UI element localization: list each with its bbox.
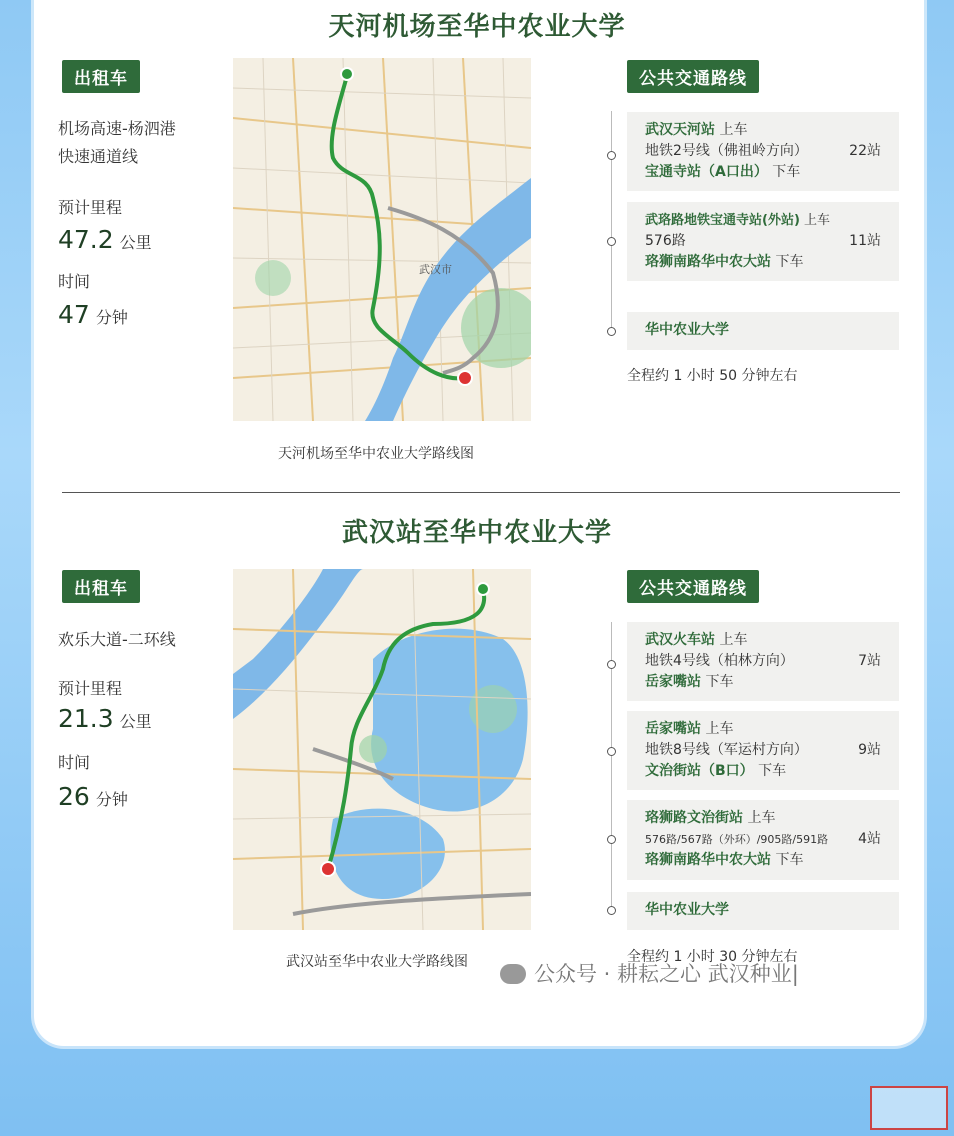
watermark [500,958,799,988]
step-alight-action: 下车 [775,852,804,868]
step-alight-action: 下车 [775,254,804,270]
step-alight-action: 下车 [705,674,734,690]
section2-transit-tag: 公共交通路线 [627,570,759,603]
step-board-action: 上车 [719,122,748,138]
step-alight-action: 下车 [772,164,801,180]
step-board: 武汉火车站 [645,632,715,648]
step-board-action: 上车 [747,810,776,826]
section2-distance-value: 21.3 [58,704,114,733]
section1-timeline-rail [611,111,612,331]
section1-distance-unit: 公里 [119,233,152,252]
section2-title: 武汉站至华中农业大学 [341,518,612,548]
section1-transit-tag: 公共交通路线 [627,60,759,93]
seal-logo [870,1086,948,1130]
step-count: 9站 [858,742,881,758]
section1-time-value: 47 [58,300,90,329]
watermark-text: 公众号 · 耕耘之心 武汉种业| [534,962,799,986]
step-count: 11站 [849,233,881,249]
section1-taxi-tag: 出租车 [62,60,140,93]
step-alight: 岳家嘴站 [645,674,701,690]
step-line: 576路 [645,233,686,249]
destination-name: 华中农业大学 [645,322,729,338]
section2-distance-unit: 公里 [119,712,152,731]
step-board-action: 上车 [705,721,734,737]
section2-transit-step-2 [627,711,899,790]
step-board: 珞狮路文治街站 [645,810,743,826]
step-alight: 珞狮南路华中农大站 [645,852,771,868]
section2-total-time: 全程约 1 小时 30 分钟左右 [627,949,798,965]
section2-step3-dot [607,835,616,844]
destination-name: 华中农业大学 [645,902,729,918]
step-count: 7站 [858,653,881,669]
step-alight: 珞狮南路华中农大站 [645,254,771,270]
section1-total-time: 全程约 1 小时 50 分钟左右 [627,368,798,384]
step-alight: 宝通寺站（A口出） [645,164,768,180]
map-label-wuhan: 武汉市 [419,263,452,276]
step-board: 岳家嘴站 [645,721,701,737]
step-board: 武珞路地铁宝通寺站(外站) [645,213,800,228]
section1-distance-label: 预计里程 [58,198,123,217]
step-count: 4站 [858,831,881,847]
section-divider [62,492,900,493]
section2-time-value: 26 [58,782,90,811]
section2-transit-step-1 [627,622,899,701]
section1-transit-step-2 [627,202,899,281]
step-board-action: 上车 [804,213,831,228]
step-alight: 文治街站（B口） [645,763,754,779]
section2-taxi-route-line1: 欢乐大道-二环线 [58,630,176,649]
section1-map-caption: 天河机场至华中农业大学路线图 [278,446,474,462]
section1-distance [58,225,152,254]
section1-step2-dot [607,237,616,246]
section1-step3-dot [607,327,616,336]
section1-transit-destination [627,312,899,350]
step-count: 22站 [849,143,881,159]
section2-time [58,782,128,811]
section2-time-label: 时间 [58,753,91,772]
section2-step4-dot [607,906,616,915]
section1-title: 天河机场至华中农业大学 [328,12,626,42]
step-board-action: 上车 [719,632,748,648]
step-board: 武汉天河站 [645,122,715,138]
step-line: 地铁4号线（柏林方向） [645,653,794,669]
section2-transit-destination [627,892,899,930]
section2-distance [58,704,152,733]
section2-step1-dot [607,660,616,669]
section1-time [58,300,128,329]
section1-time-label: 时间 [58,272,91,291]
section1-taxi-route-line2: 快速通道线 [58,147,139,166]
section1-time-unit: 分钟 [95,308,128,327]
step-alight-action: 下车 [758,763,787,779]
wechat-icon [500,964,526,984]
section2-distance-label: 预计里程 [58,679,123,698]
step-line: 地铁2号线（佛祖岭方向） [645,143,808,159]
section2-step2-dot [607,747,616,756]
section1-distance-value: 47.2 [58,225,114,254]
section2-taxi-tag: 出租车 [62,570,140,603]
section2-route-map [233,569,531,930]
section1-step1-dot [607,151,616,160]
step-line: 地铁8号线（军运村方向） [645,742,808,758]
section1-transit-step-1 [627,112,899,191]
step-line: 576路/567路（外环）/905路/591路 [645,833,829,846]
section2-map-caption: 武汉站至华中农业大学路线图 [286,954,468,970]
section2-time-unit: 分钟 [95,790,128,809]
section1-route-map [233,58,531,421]
section1-taxi-route-line1: 机场高速-杨泗港 [58,119,176,138]
section2-transit-step-3 [627,800,899,880]
